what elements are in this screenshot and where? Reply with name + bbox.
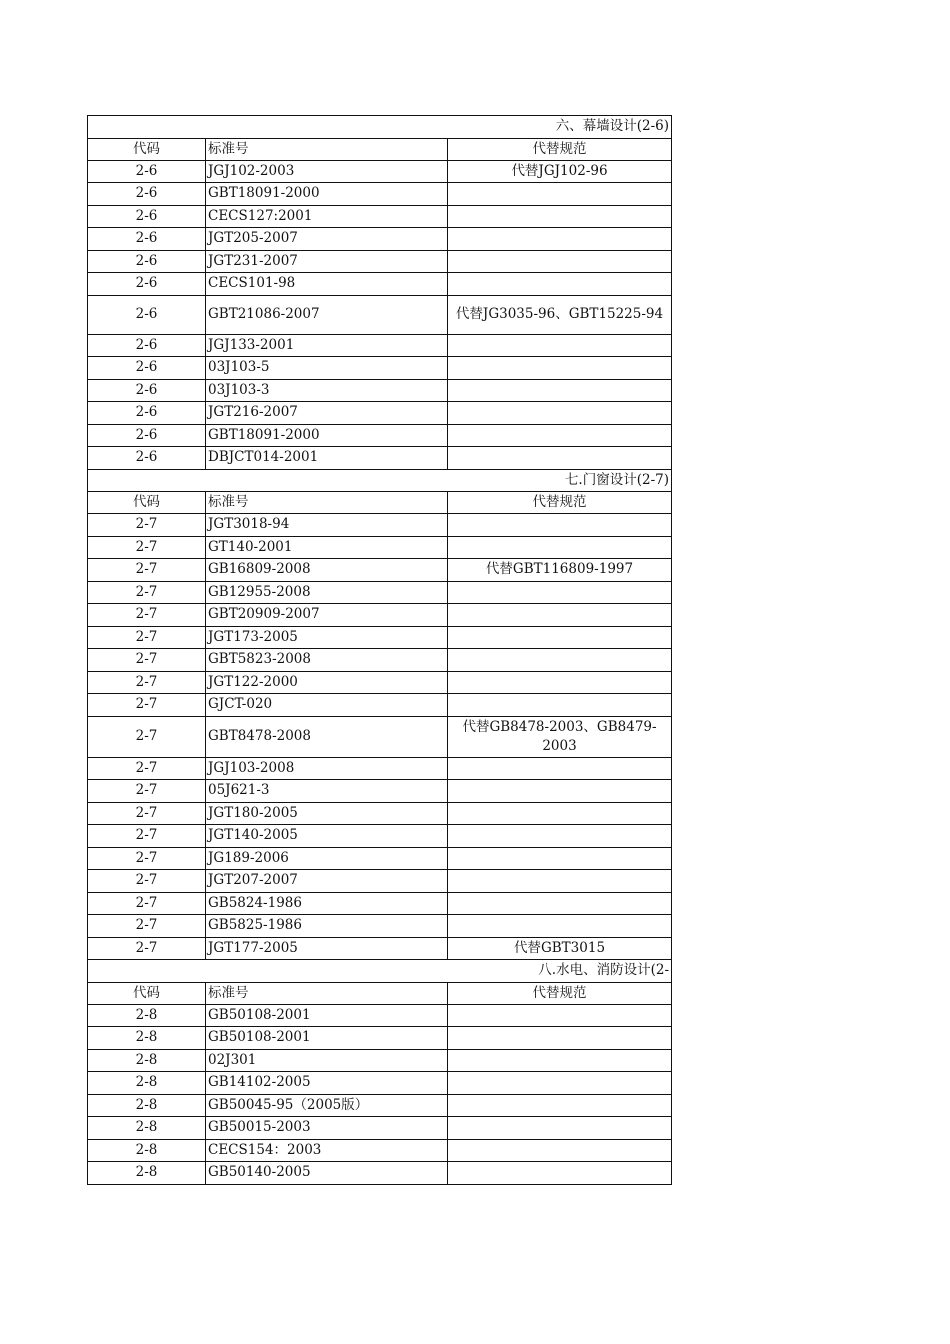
cell-replaces: 代替GBT3015 bbox=[448, 937, 672, 960]
cell-code: 2-7 bbox=[88, 802, 206, 825]
cell-code: 2-6 bbox=[88, 402, 206, 425]
cell-code: 2-7 bbox=[88, 780, 206, 803]
cell-replaces: 代替GB8478-2003、GB8479-2003 bbox=[448, 716, 672, 757]
table-row bbox=[88, 228, 672, 251]
cell-replaces bbox=[448, 183, 672, 206]
cell-standard-no: CECS101-98 bbox=[206, 273, 448, 296]
cell-replaces bbox=[448, 1162, 672, 1185]
cell-replaces bbox=[448, 915, 672, 938]
header-replaces: 代替规范 bbox=[448, 982, 672, 1004]
cell-standard-no: GJCT-020 bbox=[206, 694, 448, 717]
standards-table bbox=[87, 115, 672, 1185]
cell-replaces bbox=[448, 757, 672, 780]
table-row bbox=[88, 870, 672, 893]
cell-code: 2-6 bbox=[88, 160, 206, 183]
table-row bbox=[88, 1027, 672, 1050]
cell-replaces bbox=[448, 205, 672, 228]
table-row bbox=[88, 424, 672, 447]
table-row bbox=[88, 825, 672, 848]
section-title-row bbox=[88, 960, 672, 983]
cell-standard-no: JGT177-2005 bbox=[206, 937, 448, 960]
cell-standard-no: DBJCT014-2001 bbox=[206, 447, 448, 470]
cell-code: 2-7 bbox=[88, 671, 206, 694]
header-replaces: 代替规范 bbox=[448, 138, 672, 160]
table-row bbox=[88, 273, 672, 296]
column-header-row bbox=[88, 492, 672, 514]
header-code: 代码 bbox=[88, 492, 206, 514]
table-row bbox=[88, 402, 672, 425]
cell-code: 2-7 bbox=[88, 536, 206, 559]
cell-standard-no: CECS127:2001 bbox=[206, 205, 448, 228]
cell-replaces bbox=[448, 1004, 672, 1027]
table-row bbox=[88, 671, 672, 694]
cell-code: 2-8 bbox=[88, 1004, 206, 1027]
table-row bbox=[88, 295, 672, 334]
table-row bbox=[88, 1117, 672, 1140]
column-header-row bbox=[88, 982, 672, 1004]
cell-replaces bbox=[448, 536, 672, 559]
cell-replaces bbox=[448, 604, 672, 627]
table-row bbox=[88, 757, 672, 780]
header-standard-no: 标准号 bbox=[206, 492, 448, 514]
section-title-row bbox=[88, 116, 672, 139]
cell-standard-no: GB14102-2005 bbox=[206, 1072, 448, 1095]
cell-code: 2-8 bbox=[88, 1162, 206, 1185]
cell-code: 2-7 bbox=[88, 694, 206, 717]
cell-code: 2-6 bbox=[88, 183, 206, 206]
cell-standard-no: JGT207-2007 bbox=[206, 870, 448, 893]
table-row bbox=[88, 514, 672, 537]
cell-code: 2-7 bbox=[88, 825, 206, 848]
cell-replaces bbox=[448, 447, 672, 470]
cell-standard-no: GB12955-2008 bbox=[206, 581, 448, 604]
table-row bbox=[88, 1072, 672, 1095]
table-row bbox=[88, 780, 672, 803]
cell-replaces bbox=[448, 334, 672, 357]
cell-code: 2-6 bbox=[88, 295, 206, 334]
table-row bbox=[88, 447, 672, 470]
section-title: 八.水电、消防设计(2- bbox=[88, 960, 672, 983]
cell-standard-no: JGT180-2005 bbox=[206, 802, 448, 825]
cell-standard-no: GBT8478-2008 bbox=[206, 716, 448, 757]
cell-replaces: 代替JGJ102-96 bbox=[448, 160, 672, 183]
cell-code: 2-6 bbox=[88, 273, 206, 296]
table-row bbox=[88, 379, 672, 402]
cell-code: 2-6 bbox=[88, 334, 206, 357]
section-title: 六、幕墙设计(2-6) bbox=[88, 116, 672, 139]
cell-replaces bbox=[448, 671, 672, 694]
table-row bbox=[88, 892, 672, 915]
cell-standard-no: GB50045-95（2005版） bbox=[206, 1094, 448, 1117]
cell-code: 2-8 bbox=[88, 1117, 206, 1140]
cell-code: 2-8 bbox=[88, 1049, 206, 1072]
cell-standard-no: GB50140-2005 bbox=[206, 1162, 448, 1185]
header-code: 代码 bbox=[88, 138, 206, 160]
cell-standard-no: 03J103-5 bbox=[206, 357, 448, 380]
cell-replaces bbox=[448, 847, 672, 870]
cell-replaces bbox=[448, 1139, 672, 1162]
cell-code: 2-8 bbox=[88, 1027, 206, 1050]
header-standard-no: 标准号 bbox=[206, 138, 448, 160]
cell-code: 2-7 bbox=[88, 649, 206, 672]
header-code: 代码 bbox=[88, 982, 206, 1004]
table-row bbox=[88, 205, 672, 228]
cell-standard-no: 02J301 bbox=[206, 1049, 448, 1072]
cell-code: 2-7 bbox=[88, 626, 206, 649]
cell-standard-no: JGT205-2007 bbox=[206, 228, 448, 251]
cell-code: 2-7 bbox=[88, 915, 206, 938]
cell-code: 2-6 bbox=[88, 205, 206, 228]
cell-standard-no: 05J621-3 bbox=[206, 780, 448, 803]
table-row bbox=[88, 915, 672, 938]
cell-standard-no: JGT3018-94 bbox=[206, 514, 448, 537]
cell-code: 2-7 bbox=[88, 757, 206, 780]
cell-code: 2-6 bbox=[88, 447, 206, 470]
cell-replaces: 代替JG3035-96、GBT15225-94 bbox=[448, 295, 672, 334]
cell-replaces bbox=[448, 228, 672, 251]
cell-code: 2-6 bbox=[88, 357, 206, 380]
cell-standard-no: GBT5823-2008 bbox=[206, 649, 448, 672]
cell-replaces bbox=[448, 1049, 672, 1072]
table-row bbox=[88, 626, 672, 649]
cell-standard-no: GBT18091-2000 bbox=[206, 424, 448, 447]
cell-standard-no: JGT216-2007 bbox=[206, 402, 448, 425]
table-row bbox=[88, 250, 672, 273]
cell-replaces bbox=[448, 870, 672, 893]
cell-standard-no: JG189-2006 bbox=[206, 847, 448, 870]
cell-replaces: 代替GBT116809-1997 bbox=[448, 559, 672, 582]
cell-standard-no: GB50015-2003 bbox=[206, 1117, 448, 1140]
cell-code: 2-8 bbox=[88, 1094, 206, 1117]
table-row bbox=[88, 559, 672, 582]
cell-code: 2-7 bbox=[88, 870, 206, 893]
cell-replaces bbox=[448, 780, 672, 803]
table-row bbox=[88, 604, 672, 627]
cell-standard-no: GB50108-2001 bbox=[206, 1027, 448, 1050]
cell-standard-no: 03J103-3 bbox=[206, 379, 448, 402]
cell-replaces bbox=[448, 514, 672, 537]
cell-code: 2-6 bbox=[88, 379, 206, 402]
cell-standard-no: JGT122-2000 bbox=[206, 671, 448, 694]
cell-standard-no: JGT231-2007 bbox=[206, 250, 448, 273]
cell-code: 2-7 bbox=[88, 892, 206, 915]
table-row bbox=[88, 334, 672, 357]
cell-code: 2-7 bbox=[88, 581, 206, 604]
cell-standard-no: JGJ103-2008 bbox=[206, 757, 448, 780]
cell-replaces bbox=[448, 649, 672, 672]
cell-replaces bbox=[448, 1117, 672, 1140]
cell-code: 2-7 bbox=[88, 514, 206, 537]
table-row bbox=[88, 847, 672, 870]
cell-replaces bbox=[448, 1072, 672, 1095]
cell-standard-no: JGT173-2005 bbox=[206, 626, 448, 649]
header-standard-no: 标准号 bbox=[206, 982, 448, 1004]
cell-code: 2-8 bbox=[88, 1072, 206, 1095]
cell-standard-no: JGJ102-2003 bbox=[206, 160, 448, 183]
cell-code: 2-7 bbox=[88, 937, 206, 960]
table-row bbox=[88, 802, 672, 825]
section-title: 七.门窗设计(2-7) bbox=[88, 469, 672, 492]
cell-standard-no: GBT18091-2000 bbox=[206, 183, 448, 206]
cell-standard-no: GB50108-2001 bbox=[206, 1004, 448, 1027]
cell-standard-no: CECS154：2003 bbox=[206, 1139, 448, 1162]
cell-code: 2-6 bbox=[88, 228, 206, 251]
cell-replaces bbox=[448, 402, 672, 425]
cell-replaces bbox=[448, 1027, 672, 1050]
table-row bbox=[88, 1094, 672, 1117]
cell-replaces bbox=[448, 357, 672, 380]
cell-replaces bbox=[448, 250, 672, 273]
column-header-row bbox=[88, 138, 672, 160]
cell-code: 2-7 bbox=[88, 559, 206, 582]
cell-replaces bbox=[448, 626, 672, 649]
table-row bbox=[88, 1049, 672, 1072]
cell-replaces bbox=[448, 825, 672, 848]
cell-standard-no: GT140-2001 bbox=[206, 536, 448, 559]
cell-code: 2-7 bbox=[88, 716, 206, 757]
section-title-row bbox=[88, 469, 672, 492]
table-row bbox=[88, 1004, 672, 1027]
cell-standard-no: GBT21086-2007 bbox=[206, 295, 448, 334]
cell-code: 2-8 bbox=[88, 1139, 206, 1162]
cell-standard-no: GB5824-1986 bbox=[206, 892, 448, 915]
table-row bbox=[88, 937, 672, 960]
cell-code: 2-7 bbox=[88, 847, 206, 870]
table-row bbox=[88, 581, 672, 604]
cell-replaces bbox=[448, 694, 672, 717]
cell-code: 2-6 bbox=[88, 424, 206, 447]
cell-replaces bbox=[448, 273, 672, 296]
cell-standard-no: GB16809-2008 bbox=[206, 559, 448, 582]
table-row bbox=[88, 1162, 672, 1185]
cell-standard-no: GB5825-1986 bbox=[206, 915, 448, 938]
cell-replaces bbox=[448, 379, 672, 402]
cell-standard-no: JGT140-2005 bbox=[206, 825, 448, 848]
table-row bbox=[88, 694, 672, 717]
cell-replaces bbox=[448, 424, 672, 447]
table-row bbox=[88, 716, 672, 757]
table-row bbox=[88, 183, 672, 206]
cell-code: 2-7 bbox=[88, 604, 206, 627]
table-row bbox=[88, 536, 672, 559]
table-row bbox=[88, 357, 672, 380]
cell-standard-no: GBT20909-2007 bbox=[206, 604, 448, 627]
table-row bbox=[88, 1139, 672, 1162]
cell-replaces bbox=[448, 892, 672, 915]
table-row bbox=[88, 160, 672, 183]
cell-replaces bbox=[448, 802, 672, 825]
cell-replaces bbox=[448, 581, 672, 604]
table-row bbox=[88, 649, 672, 672]
cell-standard-no: JGJ133-2001 bbox=[206, 334, 448, 357]
header-replaces: 代替规范 bbox=[448, 492, 672, 514]
cell-code: 2-6 bbox=[88, 250, 206, 273]
standards-table-body bbox=[88, 116, 672, 1185]
cell-replaces bbox=[448, 1094, 672, 1117]
